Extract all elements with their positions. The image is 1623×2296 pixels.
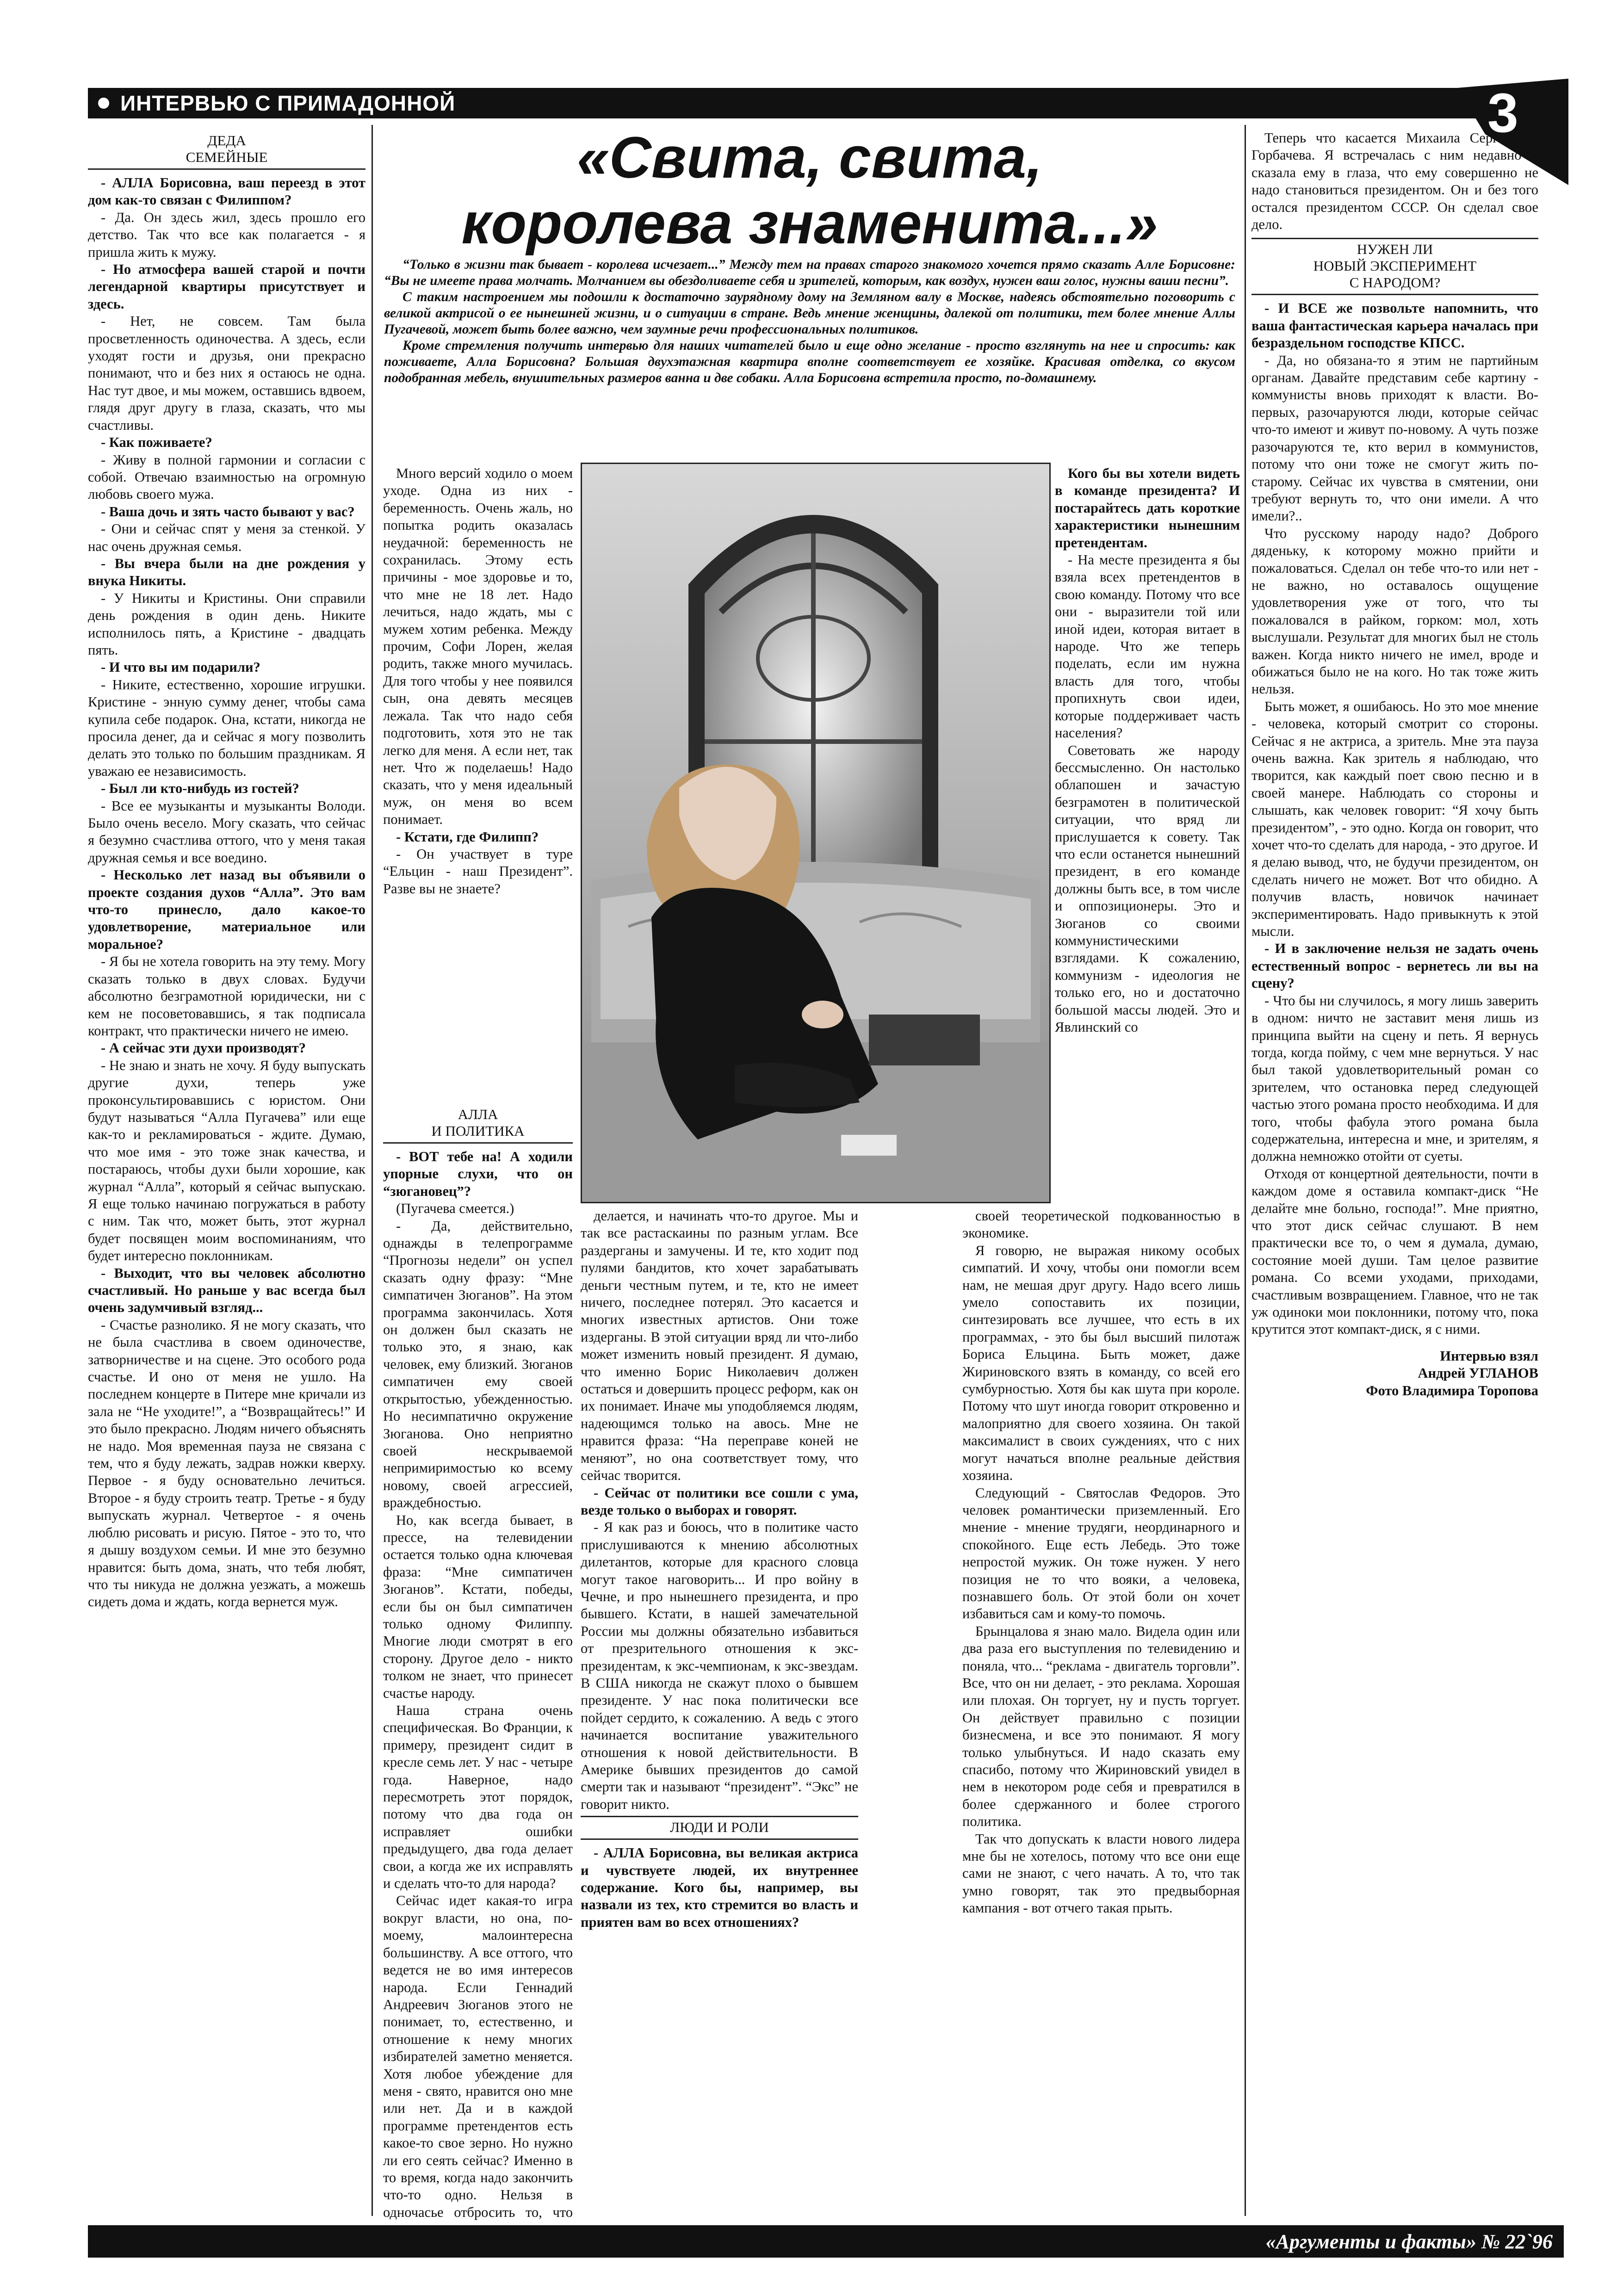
lead-paragraph: “Только в жизни так бывает - королева исчезает...” Между тем на правах старого знакомого хочется прямо сказать Алле Борисовне: “Вы не имеете права молчать. Молчанием вы обездоливаете себя и зрителей, которым, как воздух, нужен ваш голос, нужны ваши песни”. xyxy=(384,257,1235,288)
question-paragraph: - Вы вчера были на дне рождения у внука Никиты. xyxy=(88,555,365,589)
footer-publication: «Аргументы и факты» № 22`96 xyxy=(1265,2230,1553,2253)
answer-paragraph: - Счастье разнолико. Я не могу сказать, что не была счастлива в своем одиночестве, затворничестве и на сцене. Это особого рода счастье. И оно от меня не ушло. На последнем концерте в Питере мне кричали из зала не “Не уходите!”, а “Возвращайтесь!” И это было прекрасно. Людям ничего объяснять не надо. Моя временная пауза не связана с тем, что я буду лежать, задрав ножки кверху. Первое - я буду основательно лечиться. Второе - я буду строить театр. Третье - я буду выпускать журнал. Четвертое - я очень люблю рисовать и рисую. Пятое - это то, что я дышу воздухом семьи. И мне это безумно нравится: быть дома, знать, что тебя любят, что ты никуда не должна уезжать, а можешь сидеть дома и ждать, когда вернется муж. xyxy=(88,1317,365,1610)
question-paragraph: - И что вы им подарили? xyxy=(101,659,260,675)
column-2-upper xyxy=(383,465,573,1101)
answer-paragraph: Но, как всегда бывает, в прессе, на телевидении остается только одна ключевая фраза: “Мне симпатичен Зюганов”. Кстати, победы, если бы он был симпатичен только одному Филиппу. Многие люди смотрят в его сторону. Другое дело - никто толком не знает, что принесет счастье народу. xyxy=(383,1512,573,1701)
column-2-lower xyxy=(383,1103,573,2220)
answer-paragraph: - На месте президента я бы взяла всех претендентов в свою команду. Потому что все они - выразители той или иной идеи, которая витает в народе. Что же теперь поделать, если им нужна власть для того, чтобы пропихнуть свои идеи, которые поддерживает часть населения? xyxy=(1055,552,1240,741)
question-paragraph: - Выходит, что вы человек абсолютно счастливый. Но раньше у вас всегда был очень задумчивый взгляд... xyxy=(88,1265,365,1316)
article-lead xyxy=(384,257,1235,460)
question-paragraph: - АЛЛА Борисовна, вы великая актриса и чувствуете людей, их внутреннее содержание. Кого бы, например, вы назвали из тех, кто стремится во власть и приятен вам во всех отношениях? xyxy=(581,1845,858,1930)
byline-interviewer: Андрей УГЛАНОВ xyxy=(1418,1365,1538,1381)
answer-paragraph: Теперь что касается Михаила Сергеевича Горбачева. Я встречалась с ним недавно и сказала ему в глаза, что ему совершенно не надо становиться президентом. Он и без того остался президентом СССР. Он сделал свое дело. xyxy=(1251,130,1538,233)
answer-paragraph: Много версий ходило о моем уходе. Одна из них - беременность. Очень жаль, но попытка родить оказалась неудачной: беременность не сохранилась. Этому есть причины - мое здоровье и то, что мне не 18 лет. Надо лечиться, надо ждать, мы с мужем хотим ребенка. Между прочим, Софи Лорен, желая родить, также много мучилась. Для того чтобы у нее появился сын, она девять месяцев лежала. Так что надо себя подготовить, хотя это не так легко для меня. А если нет, так нет. Что ж поделаешь! Надо сказать, что у меня идеальный муж, он меня во всем понимает. xyxy=(383,465,573,828)
question-paragraph: - ВОТ тебе на! А ходили упорные слухи, что он “зюгановец”? xyxy=(383,1149,573,1199)
question-paragraph: - Ваша дочь и зять часто бывают у вас? xyxy=(101,503,355,520)
photo-illustration xyxy=(582,464,1049,1202)
answer-paragraph: Советовать же народу бессмысленно. Он настолько облапошен и зачастую безграмотен в политической ситуации, что вряд ли прислушается к совету. Так что если останется нынешний президент, в его команде должны быть все, в том числе и оппозиционеры. Это и Зюганов со своими коммунистическими взглядами. К сожалению, коммунизм - идеология не только его, но и достаточно большой массы людей. Это и Явлинский со xyxy=(1055,742,1240,1035)
question-paragraph: - А сейчас эти духи производят? xyxy=(101,1040,306,1056)
answer-paragraph: - Нет, не совсем. Там была просветленность одиночества. А здесь, если уходят гости и друзья, они прекрасно понимают, что и без них я остаюсь не одна. Нас тут двое, и мы можем, оставшись вдвоем, глядя друг другу в глаза, сказать, что мы счастливы. xyxy=(88,313,365,433)
subheading-politics: АЛЛА И ПОЛИТИКА xyxy=(383,1106,573,1144)
answer-paragraph: - Да. Он здесь жил, здесь прошло его детство. Так что все как полагается - я пришла жить к мужу. xyxy=(88,209,365,260)
answer-paragraph: Брынцалова я знаю мало. Видела один или два раза его выступления по телевидению и поняла, что... “реклама - двигатель торговли”. Все, что он ни делает, - это реклама. Хорошая или плохая. Он торгует, ну и пусть торгует. Он действует правильно с позиции бизнесмена, и все это понимают. Я могу только улыбнуться. И надо сказать ему спасибо, потому что Жириновский увидел в нем в некотором роде себя и превратился в более сдержанного и более строгого политика. xyxy=(962,1623,1240,1830)
question-paragraph: - Несколько лет назад вы объявили о проекте создания духов “Алла”. Это вам что-то принесло, дало какое-то удовлетворение, материальное или моральное? xyxy=(88,867,365,952)
question-paragraph: - АЛЛА Борисовна, ваш переезд в этот дом как-то связан с Филиппом? xyxy=(88,175,365,208)
answer-paragraph: - Живу в полной гармонии и согласии с собой. Отвечаю взаимностью на огромную любовь своего мужа. xyxy=(88,452,365,502)
question-paragraph: - Был ли кто-нибудь из гостей? xyxy=(101,780,299,797)
answer-paragraph: делается, и начинать что-то другое. Мы и так все растаскаины по разным углам. Все раздерганы и замучены. И те, кто ходит под пулями бандитов, кто хочет зарабатывать деньги честным путем, и те, кто не имеет ничего, последнее потерял. Это касается и многих известных артистов. Они тоже издерганы. В этой ситуации вряд ли что-либо может изменить новый президент. Я думаю, что именно Борис Николаевич должен остаться и довершить процесс реформ, как он их понимает. Иначе мы уподобляемся людям, надеющимся только на авось. Мне не нравится фраза: “На переправе коней не меняют”, но она соответствует тому, что сейчас творится. xyxy=(581,1208,858,1484)
answer-paragraph: Я говорю, не выражая никому особых симпатий. И хочу, чтобы они помогли всем нам, не мешая друг другу. Надо всего лишь умело сопоставить их позиции, синтезировать все лучшее, что есть в их программах, - это бы был высший пилотаж Бориса Ельцина. Быть может, даже Жириновского взять в команду, со всей его сумбурностью. Хотя бы как шута при короле. Потому что шут иногда говорит откровенно и малоприятно для своего хозяина. Он такой максималист в своих суждениях, что с них могут начаться вполне реальные действия хозяина. xyxy=(962,1242,1240,1484)
column-3 xyxy=(581,1207,858,2214)
answer-paragraph: Сейчас идет какая-то игра вокруг власти, но она, по-моему, малоинтересна большинству. А все оттого, что ведется не во имя интересов народа. Если Геннадий Андреевич Зюганов этого не понимает, то, естественно, и отношение к нему многих избирателей заметно меняется. Хотя любое убеждение для меня - свято, нравится оно мне или нет. Да и в каждой программе претендентов есть какое-то свое зерно. Но нужно ли его сеять сейчас? Именно в то время, когда надо закончить что-то одно. Нельзя в одночасье отбросить то, что xyxy=(383,1893,573,2220)
subheading-experiment: НУЖЕН ЛИ НОВЫЙ ЭКСПЕРИМЕНТ С НАРОДОМ? xyxy=(1251,238,1538,295)
article-title: «Свита, свита, королева знаменита...» xyxy=(461,125,1158,256)
answer-paragraph: - Я бы не хотела говорить на эту тему. Могу сказать только в двух словах. Будучи абсолютно безграмотной юридически, ни с кем не посоветовавшись, я так подписала контракт, что практически ничего не имею. xyxy=(88,953,365,1039)
answer-paragraph: - Да, действительно, однажды в телепрограмме “Прогнозы недели” он успел сказать одну фразу: “Мне симпатичен Зюганов”. На этом программа закончилась. Хотя он должен был сказать не только это, я знаю, как человек, ему близкий. Зюганов симпатичен ему своей открытостью, убежденностью. Но несимпатично окружение Зюганова. Оно неприятно своей нескрываемой непримиримостью ко всему новому, своей агрессией, враждебностью. xyxy=(383,1218,573,1511)
question-paragraph: - И в заключение нельзя не задать очень естественный вопрос - вернетесь ли вы на сцену? xyxy=(1251,941,1538,991)
question-paragraph: Кого бы вы хотели видеть в команде президента? И постарайтесь дать короткие характеристики нынешним претендентам. xyxy=(1055,465,1240,551)
subheading-people-roles: ЛЮДИ И РОЛИ xyxy=(581,1816,858,1840)
column-5 xyxy=(1251,130,1538,2211)
column-rule xyxy=(1245,125,1246,2216)
question-paragraph: - Кстати, где Филипп? xyxy=(396,829,539,845)
question-paragraph: - И ВСЕ же позвольте напомнить, что ваша фантастическая карьера началась при безраздельном господстве КПСС. xyxy=(1251,300,1538,351)
answer-paragraph: Наша страна очень специфическая. Во Франции, к примеру, президент сидит в кресле семь лет. У нас - четыре года. Наверное, надо пересмотреть этот порядок, потому что два года он исправляет ошибки предыдущего, два года делает свои, а когда же их исправлять и сделать что-то для народа? xyxy=(383,1702,573,1892)
answer-paragraph: Так что допускать к власти нового лидера мне бы не хотелось, потому что все они еще сами не знают, с чего начать. А то, что так умно говорят, так это предвыборная кампания - вот отчего такая прыть. xyxy=(962,1831,1240,1916)
answer-paragraph: - Не знаю и знать не хочу. Я буду выпускать другие духи, теперь уже проконсультировавшись с юристом. Они будут называться “Алла Пугачева” или еще как-то и рекламироваться - ждите. Думаю, что мое имя - это тоже знак качества, и постараюсь, чтобы духи были хорошие, как журнал “Алла”, который я сейчас выпускаю. Я еще только начинаю погружаться в работу с ним. Так что, может быть, этот журнал будет посвящен моим воспоминаниям, что будет интересно поклонникам. xyxy=(88,1057,365,1264)
answer-paragraph: - Все ее музыканты и музыканты Володи. Было очень весело. Могу сказать, что сейчас я безумно счастлива оттого, что у меня такая дружная семья и все воедино. xyxy=(88,798,365,866)
subheading-family: ДЕДА СЕМЕЙНЫЕ xyxy=(88,132,365,170)
question-paragraph: - Но атмосфера вашей старой и почти легендарной квартиры присутствует и здесь. xyxy=(88,261,365,312)
answer-paragraph: - Я как раз и боюсь, что в политике часто прислушиваются к мнению абсолютных дилетантов, которые для красного словца могут такое наговорить... И про войну в Чечне, и про нынешнего президента, и про бывшего. Кстати, в нашей замечательной России мы должны обязательно избавиться от презрительного отношения к экс-президентам, к экс-чемпионам, к экс-звездам. В США никогда не скажут плохо о бывшем президенте. У нас пока политически все пойдет сердито, к сожалению. А ведь с этого начинается воспитание уважительного отношения к новой действительности. В Америке бывших президентов до самой смерти так и называют “президент”. “Экс” не говорит никто. xyxy=(581,1519,858,1812)
column-rule xyxy=(372,125,373,2216)
footer-bar xyxy=(88,2225,1564,2258)
question-paragraph: - Сейчас от политики все сошли с ума, везде только о выборах и говорят. xyxy=(581,1485,858,1518)
lead-paragraph: С таким настроением мы подошли к достаточно заурядному дому на Земляном валу в Москве, надеясь обстоятельно поговорить с великой актрисой о ее нынешней жизни, и о ситуации в стране. Ведь мнение женщины, далекой от политики, тем более мнение Аллы Пугачевой, может быть более важно, чем заумные речи профессиональных политиков. xyxy=(384,290,1235,337)
byline-interviewer-label: Интервью взял xyxy=(1440,1348,1538,1364)
answer-paragraph: - Что бы ни случилось, я могу лишь заверить в одном: ничто не заставит меня лишь из принципа выйти на сцену и петь. Я вернусь тогда, когда пойму, с чем мне вернуться. У нас был такой удовлетворительный роман со зрителем, что остановка перед следующей частью этого романа просто необходима. И для того, чтобы фабула этого романа была содержательна, интересна и мне, и зрителям, я должна немножко отойти от суеты. xyxy=(1251,992,1538,1164)
bullet-icon xyxy=(98,98,109,109)
answer-paragraph: - Да, но обязана-то я этим не партийным органам. Давайте представим себе картину - коммунисты вновь приходят к власти. Во-первых, разочаруются люди, которые сейчас что-то имеют и живут по-новому. А чуть позже разочаруются те, кто верил в коммунистов, потому что они тоже не смогут жить по-старому. Сейчас их чувства в смятении, они требуют вернуть то, что они имели. А что имели?.. xyxy=(1251,352,1538,524)
question-paragraph: - Как поживаете? xyxy=(101,434,212,451)
rubric-label: ИНТЕРВЬЮ С ПРИМАДОННОЙ xyxy=(120,91,456,115)
lead-paragraph: Кроме стремления получить интервью для наших читателей было и еще одно желание - просто взглянуть на нее и спросить: как поживаете, Алла Борисовна? Большая двухэтажная квартира вполне соответствует ее хозяйке. Красивая отделка, со вкусом подобранная мебель, внушительных размеров ванна и две собаки. Алла Борисовна встретила просто, по-домашнему. xyxy=(384,338,1235,385)
answer-paragraph: - Они и сейчас спят у меня за стенкой. У нас очень дружная семья. xyxy=(88,521,365,554)
answer-paragraph: Быть может, я ошибаюсь. Но это мое мнение - человека, который смотрит со стороны. Сейчас я не актриса, а зритель. Мне эта пауза очень важна. Как зритель я наблюдаю, что творится, как каждый поет свою песню и в своей манере. Наблюдать со стороны и слышать, как человек говорит: “Я хочу быть президентом”, - это одно. Когда он говорит, что хочет что-то сделать для народа, - это другое. И я делаю вывод, что, не будучи президентом, он сделать ничего не может. Вот что обидно. А получив власть, новичок начинает экспериментировать. Надо привыкнуть к этой мысли. xyxy=(1251,698,1538,940)
answer-paragraph: Что русскому народу надо? Доброго дяденьку, к которому можно прийти и пожаловаться. Сделал он тебе что-то или нет - не важно, но оставалось ощущение удовлетворения уже от того, что ты пожаловался в райком, горком: мол, хоть выслушали. Результат для многих был не столь важен. Когда никто ничего не имел, вроде и обижаться было не на кого. Но так тоже жить нельзя. xyxy=(1251,525,1538,697)
column-4-lower xyxy=(962,1207,1240,2214)
rubric-bar xyxy=(88,88,1527,118)
answer-paragraph: Отходя от концертной деятельности, почти в каждом доме я оставила компакт-диск “Не делайте мне больно, господа!”. Мне приятно, что этот диск сейчас слушают. В нем практически все то, о чем я думала, думаю, состояние моей души. Там целое развитие романа. Со всеми уходами, приходами, счастливым возвращением. Главное, что не так уж одиноки мои поклонники, потому что, пока крутится этот компакт-диск, я с ними. xyxy=(1251,1165,1538,1337)
answer-paragraph: своей теоретической подкованностью в экономике. xyxy=(962,1208,1240,1241)
answer-paragraph: - У Никиты и Кристины. Они справили день рождения в один день. Никите исполнилось пять, а Кристине - двадцать пять. xyxy=(88,590,365,658)
byline-photographer: Фото Владимира Торопова xyxy=(1366,1382,1538,1399)
answer-paragraph: - Он участвует в туре “Ельцин - наш Президент”. Разве вы не знаете? xyxy=(383,846,573,897)
column-1-text xyxy=(88,174,365,1611)
answer-paragraph: - Никите, естественно, хорошие игрушки. Кристине - энную сумму денег, чтобы сама купила себе подарок. Она, кстати, никогда не просила денег, да и сейчас я могу позволить делать это только по большим праздникам. Я уважаю ее независимость. xyxy=(88,676,365,779)
column-1 xyxy=(88,130,365,2211)
answer-paragraph: (Пугачева смеется.) xyxy=(396,1201,514,1217)
photo-alla-pugacheva xyxy=(581,463,1051,1203)
column-4-upper xyxy=(1055,465,1240,1201)
answer-paragraph: Следующий - Святослав Федоров. Это человек романтически приземленный. Его мнение - мнение трудяги, неординарного и спокойного. Еще есть Лебедь. Это тоже непростой мужик. Он тоже нужен. У него позиция не то что вояки, а человека, познавшего боль. От этой боли он хочет избавиться сам и кому-то помочь. xyxy=(962,1485,1240,1622)
page-number: 3 xyxy=(1487,82,1518,144)
